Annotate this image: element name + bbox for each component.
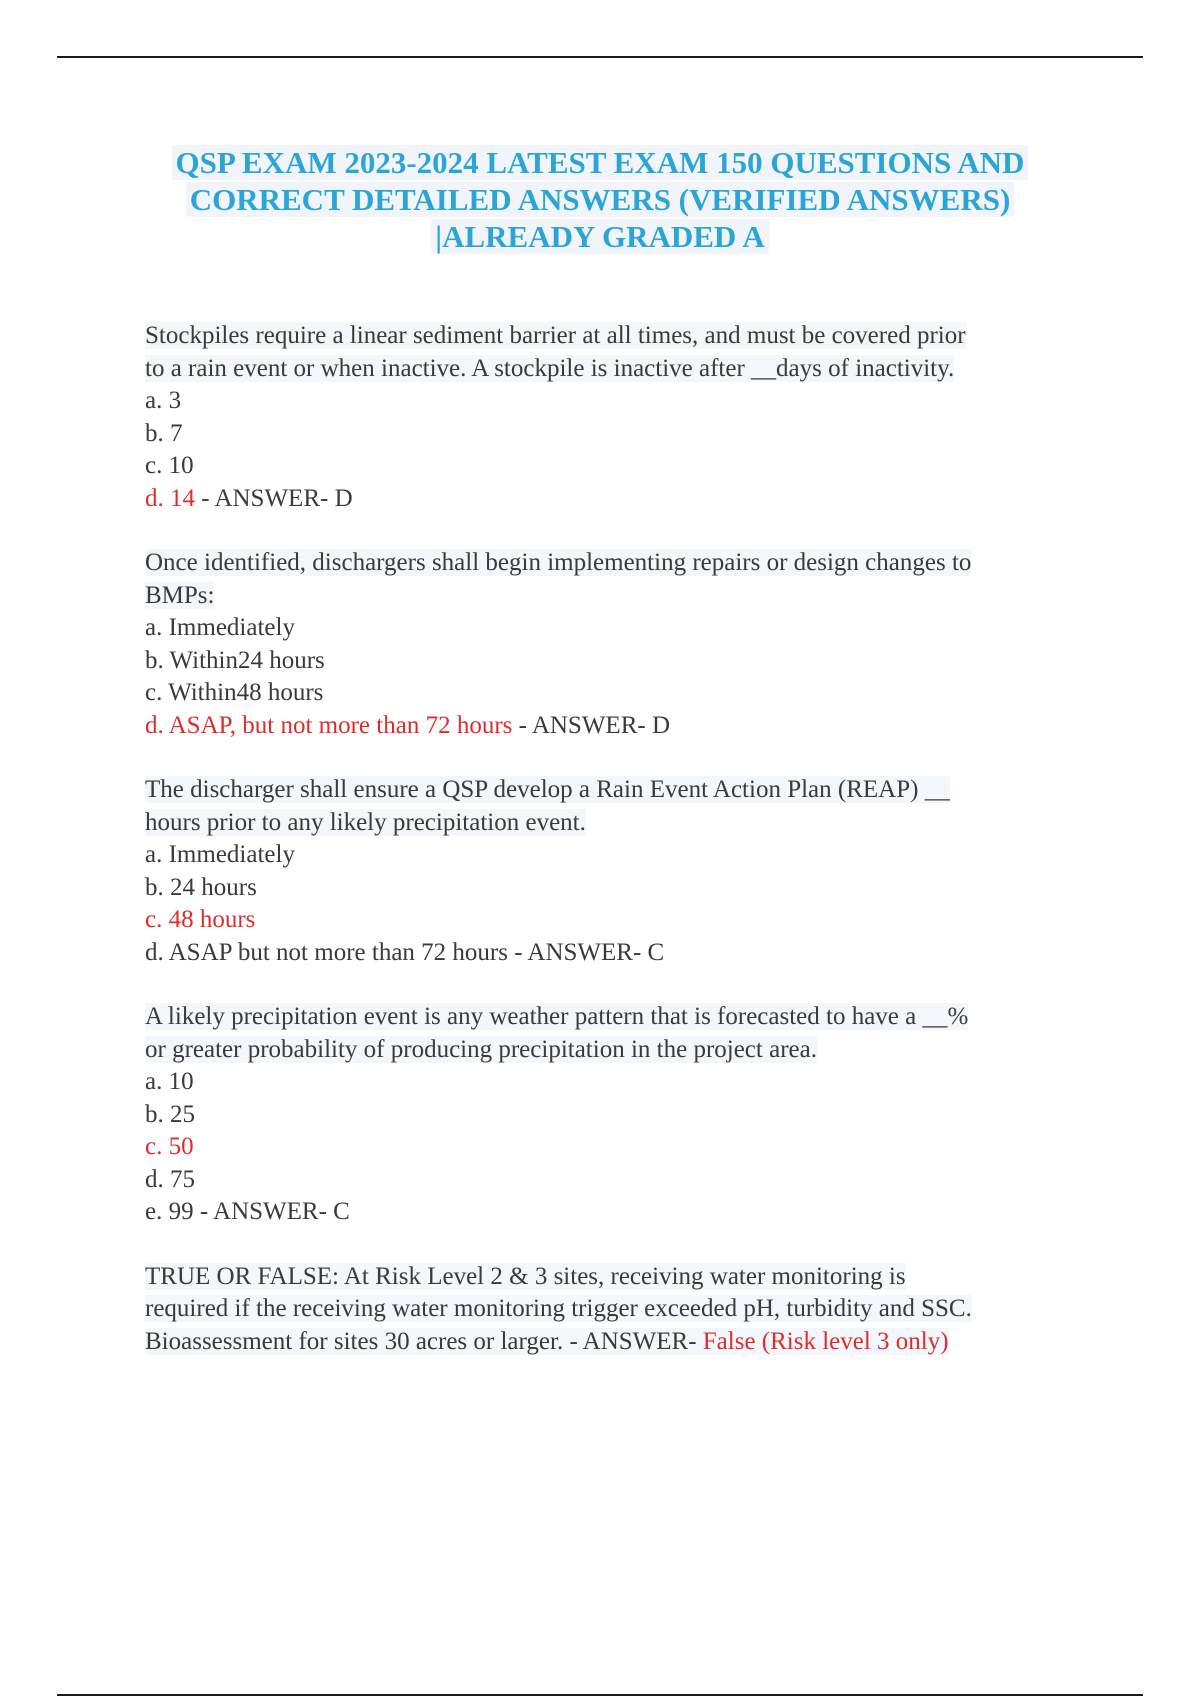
- question-4: [145, 1001, 1085, 1229]
- question-list: [145, 320, 1085, 1390]
- header-rule: [57, 56, 1143, 58]
- option-b: b. 25: [145, 1100, 195, 1128]
- question-stem-line: or greater probability of producing precipitation in the project area.: [145, 1035, 817, 1063]
- footer-rule: [57, 1694, 1143, 1696]
- correct-option: c. 48 hours: [145, 906, 256, 933]
- question-stem-line: BMPs:: [145, 581, 215, 609]
- option-c: c. Within48 hours: [145, 679, 324, 706]
- answer-prefix: Bioassessment for sites 30 acres or larger. - ANSWER-: [145, 1327, 703, 1355]
- option-d-answer: d. ASAP but not more than 72 hours - ANSWER- C: [145, 938, 665, 966]
- option-a: a. 10: [145, 1068, 194, 1095]
- option-a: a. Immediately: [145, 841, 295, 868]
- answer-line: [145, 1326, 1085, 1359]
- answer-label: - ANSWER- D: [512, 711, 671, 739]
- option-b: b. 24 hours: [145, 873, 257, 901]
- option-b: b. Within24 hours: [145, 646, 325, 674]
- question-stem-line: TRUE OR FALSE: At Risk Level 2 & 3 sites, receiving water monitoring is: [145, 1262, 906, 1290]
- answer-line: [145, 710, 1085, 743]
- title-line-1: QSP EXAM 2023-2024 LATEST EXAM 150 QUESTIONS AND: [100, 144, 1100, 181]
- answer-label: - ANSWER- D: [195, 484, 353, 512]
- question-stem-line: The discharger shall ensure a QSP develop a Rain Event Action Plan (REAP) __: [145, 776, 950, 803]
- question-5: [145, 1261, 1085, 1359]
- correct-option: d. 14: [145, 484, 195, 512]
- option-a: a. Immediately: [145, 614, 295, 641]
- question-3: [145, 774, 1085, 969]
- correct-option: d. ASAP, but not more than 72 hours: [145, 711, 513, 739]
- question-1: [145, 320, 1085, 515]
- correct-answer: False (Risk level 3 only): [702, 1327, 949, 1355]
- question-stem-line: Stockpiles require a linear sediment barrier at all times, and must be covered prior: [145, 322, 966, 349]
- question-stem-line: A likely precipitation event is any weather pattern that is forecasted to have a __%: [145, 1003, 969, 1030]
- title-line-2: CORRECT DETAILED ANSWERS (VERIFIED ANSWERS): [100, 181, 1100, 218]
- option-e-answer: e. 99 - ANSWER- C: [145, 1198, 350, 1225]
- option-d: d. 75: [145, 1165, 195, 1193]
- question-stem-line: Once identified, dischargers shall begin implementing repairs or design changes to: [145, 549, 972, 576]
- question-stem-line: to a rain event or when inactive. A stockpile is inactive after __days of inactivity.: [145, 354, 955, 382]
- option-c: c. 10: [145, 452, 194, 479]
- question-stem-line: required if the receiving water monitoring trigger exceeded pH, turbidity and SSC.: [145, 1295, 972, 1322]
- option-a: a. 3: [145, 387, 182, 414]
- correct-option: c. 50: [145, 1133, 194, 1160]
- title-line-3: |ALREADY GRADED A: [100, 218, 1100, 255]
- option-b: b. 7: [145, 419, 183, 447]
- answer-line: [145, 483, 1085, 516]
- document-title: [100, 144, 1100, 255]
- question-2: [145, 547, 1085, 742]
- question-stem-line: hours prior to any likely precipitation event.: [145, 808, 586, 836]
